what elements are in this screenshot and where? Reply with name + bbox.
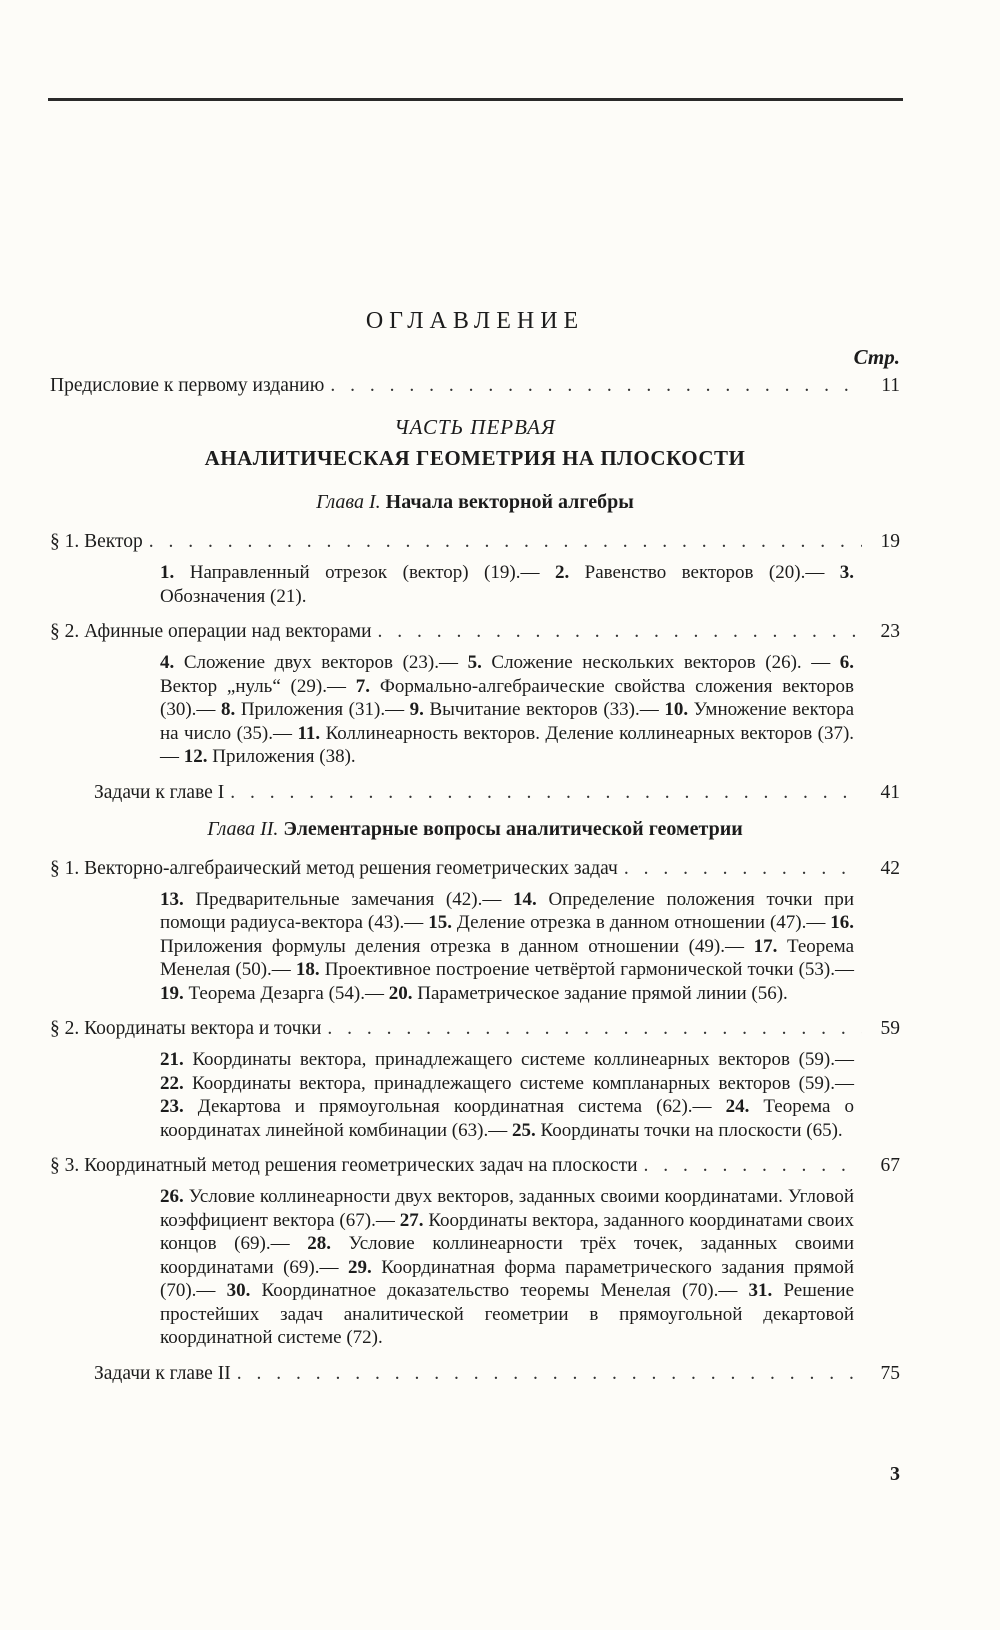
item-text: Приложения (31).—	[240, 699, 405, 720]
item-number: 7.	[355, 675, 371, 697]
toc-entry-page: 41	[880, 781, 900, 803]
toc-entry-page: 67	[880, 1155, 900, 1176]
toc-entry-page: 75	[880, 1362, 900, 1384]
item-number: 25.	[511, 1119, 536, 1141]
item-text: Вектор „нуль“ (29).—	[160, 675, 346, 697]
item-text: Координатная форма параметрического задания прямой (70).—	[160, 1256, 855, 1301]
item-text: Формально-алгебраические свойства сложения векторов (30).—	[160, 675, 855, 720]
item-text: Направленный отрезок (вектор) (19).—	[189, 562, 540, 583]
section-items	[160, 1048, 854, 1142]
toc-entry-title: Задачи к главе I	[94, 781, 225, 803]
item-text: Условие коллинеарности двух векторов, заданных своими координатами. Угловой коэффициент вектора (67).—	[160, 1186, 854, 1231]
dot-leader	[624, 855, 862, 882]
toc-section-heading	[50, 1015, 900, 1042]
item-text: Деление отрезка в данном отношении (47).—	[456, 912, 826, 933]
chapter-name: Начала векторной алгебры	[385, 491, 634, 513]
toc-section-heading	[50, 528, 900, 555]
item-text: Коллинеарность векторов. Деление коллинеарных векторов (37).—	[160, 722, 855, 767]
page-title: ОГЛАВЛЕНИЕ	[365, 308, 585, 334]
toc-entry-page: 59	[880, 1018, 900, 1039]
item-text: Равенство векторов (20).—	[584, 562, 825, 583]
item-number: 6.	[839, 652, 855, 673]
item-text: Параметрическое задание прямой линии (56).	[417, 982, 788, 1004]
item-number: 5.	[467, 652, 482, 673]
item-number: 8.	[220, 699, 236, 720]
item-number: 24.	[725, 1096, 750, 1117]
dot-leader	[149, 528, 862, 555]
toc-entry-title: Предисловие к первому изданию	[50, 375, 325, 396]
item-number: 19.	[160, 982, 184, 1004]
chapter-label: Глава I.	[316, 491, 381, 513]
item-text: Координаты вектора, заданного координатами своих концов (69).—	[160, 1209, 854, 1254]
chapter-title	[50, 818, 900, 841]
chapter-1	[50, 491, 900, 806]
chapter-2	[50, 818, 900, 1387]
toc-entry-title: § 3. Координатный метод решения геометрических задач на плоскости	[50, 1155, 638, 1176]
item-text: Условие коллинеарности трёх точек, заданных своими координатами (69).—	[160, 1233, 854, 1278]
dot-leader	[378, 618, 862, 645]
toc-entry-title: Задачи к главе II	[94, 1362, 231, 1384]
chapter-label: Глава II.	[207, 817, 279, 840]
item-text: Сложение нескольких векторов (26). —	[491, 652, 831, 673]
item-text: Умножение вектора на число (35).—	[160, 699, 855, 744]
toc-section	[50, 1152, 900, 1350]
toc-entry-title: § 2. Координаты вектора и точки	[50, 1018, 322, 1039]
dot-leader	[327, 1015, 862, 1042]
item-text: Приложения (38).	[212, 746, 356, 767]
dot-leader	[330, 372, 862, 399]
page-number: 3	[890, 1463, 900, 1485]
section-items	[160, 888, 854, 1006]
toc-entry-page: 11	[881, 375, 900, 396]
part-label: ЧАСТЬ ПЕРВАЯ	[394, 415, 556, 439]
item-number: 10.	[664, 699, 689, 720]
item-number: 17.	[753, 935, 778, 957]
top-rule	[48, 98, 903, 101]
item-text: Координаты вектора, принадлежащего системе коллинеарных векторов (59).—	[192, 1049, 854, 1070]
toc-entry-preface	[50, 372, 900, 399]
item-number: 15.	[428, 912, 452, 933]
toc-section	[50, 618, 900, 769]
part-title: АНАЛИТИЧЕСКАЯ ГЕОМЕТРИЯ НА ПЛОСКОСТИ	[204, 446, 746, 470]
item-number: 16.	[830, 912, 855, 933]
toc-entry-page: 42	[880, 857, 900, 879]
item-number: 20.	[388, 982, 413, 1004]
toc-entry-tasks	[94, 1360, 900, 1387]
item-number: 26.	[160, 1186, 184, 1207]
item-number: 9.	[409, 699, 424, 720]
item-number: 18.	[295, 959, 320, 980]
toc-section	[50, 855, 900, 1006]
toc-section-heading	[50, 618, 900, 645]
item-number: 22.	[160, 1072, 184, 1094]
toc-section	[50, 1015, 900, 1142]
dot-leader	[230, 779, 862, 806]
item-text: Проективное построение четвёртой гармонической точки (53).—	[324, 959, 854, 980]
item-number: 30.	[226, 1280, 251, 1301]
item-number: 12.	[183, 746, 208, 767]
item-number: 21.	[160, 1049, 184, 1070]
toc-entry-title: § 1. Векторно-алгебраический метод решения геометрических задач	[50, 857, 618, 879]
dot-leader	[237, 1360, 862, 1387]
item-number: 3.	[839, 562, 855, 583]
table-of-contents	[50, 308, 900, 1399]
item-number: 29.	[348, 1256, 372, 1278]
item-text: Предварительные замечания (42).—	[195, 888, 502, 910]
item-number: 27.	[399, 1209, 424, 1231]
section-items	[160, 651, 854, 769]
item-text: Решение простейших задач аналитической геометрии в прямоугольной декартовой координатной системе (72).	[160, 1280, 855, 1348]
toc-section-heading	[50, 1152, 900, 1179]
toc-section-heading	[50, 855, 900, 882]
toc-entry-tasks	[94, 779, 900, 806]
toc-entry-page: 23	[880, 621, 900, 642]
item-text: Сложение двух векторов (23).—	[183, 652, 458, 673]
item-text: Приложения формулы деления отрезка в данном отношении (49).—	[160, 935, 744, 957]
chapter-title	[50, 491, 900, 514]
item-number: 23.	[160, 1096, 184, 1117]
toc-entry-page: 19	[880, 531, 900, 552]
item-number: 31.	[748, 1280, 773, 1301]
item-number: 11.	[297, 722, 321, 744]
item-text: Координаты точки на плоскости (65).	[540, 1119, 843, 1141]
toc-entry-title: § 1. Вектор	[50, 531, 143, 552]
section-items	[160, 561, 854, 608]
item-text: Координаты вектора, принадлежащего системе компланарных векторов (59).—	[192, 1072, 855, 1094]
toc-entry-title: § 2. Афинные операции над векторами	[50, 621, 372, 642]
item-text: Теорема о координатах линейной комбинации (63).—	[160, 1096, 854, 1141]
item-text: Декартова и прямоугольная координатная система (62).—	[197, 1096, 712, 1117]
item-text: Теорема Дезарга (54).—	[188, 982, 385, 1004]
item-number: 14.	[513, 888, 537, 910]
item-text: Определение положения точки при помощи радиуса-вектора (43).—	[160, 888, 855, 933]
toc-section	[50, 528, 900, 608]
item-text: Вычитание векторов (33).—	[429, 699, 659, 720]
item-text: Теорема Менелая (50).—	[160, 935, 855, 980]
section-items	[160, 1185, 854, 1350]
item-text: Координатное доказательство теоремы Менелая (70).—	[261, 1280, 738, 1301]
item-number: 4.	[160, 652, 175, 673]
chapter-name: Элементарные вопросы аналитической геометрии	[283, 817, 743, 840]
item-text: Обозначения (21).	[160, 585, 307, 607]
item-number: 13.	[160, 888, 184, 910]
item-number: 2.	[554, 562, 570, 583]
dot-leader	[644, 1152, 862, 1179]
item-number: 28.	[307, 1233, 331, 1254]
item-number: 1.	[160, 562, 175, 583]
page-column-label: Стр.	[853, 345, 900, 369]
